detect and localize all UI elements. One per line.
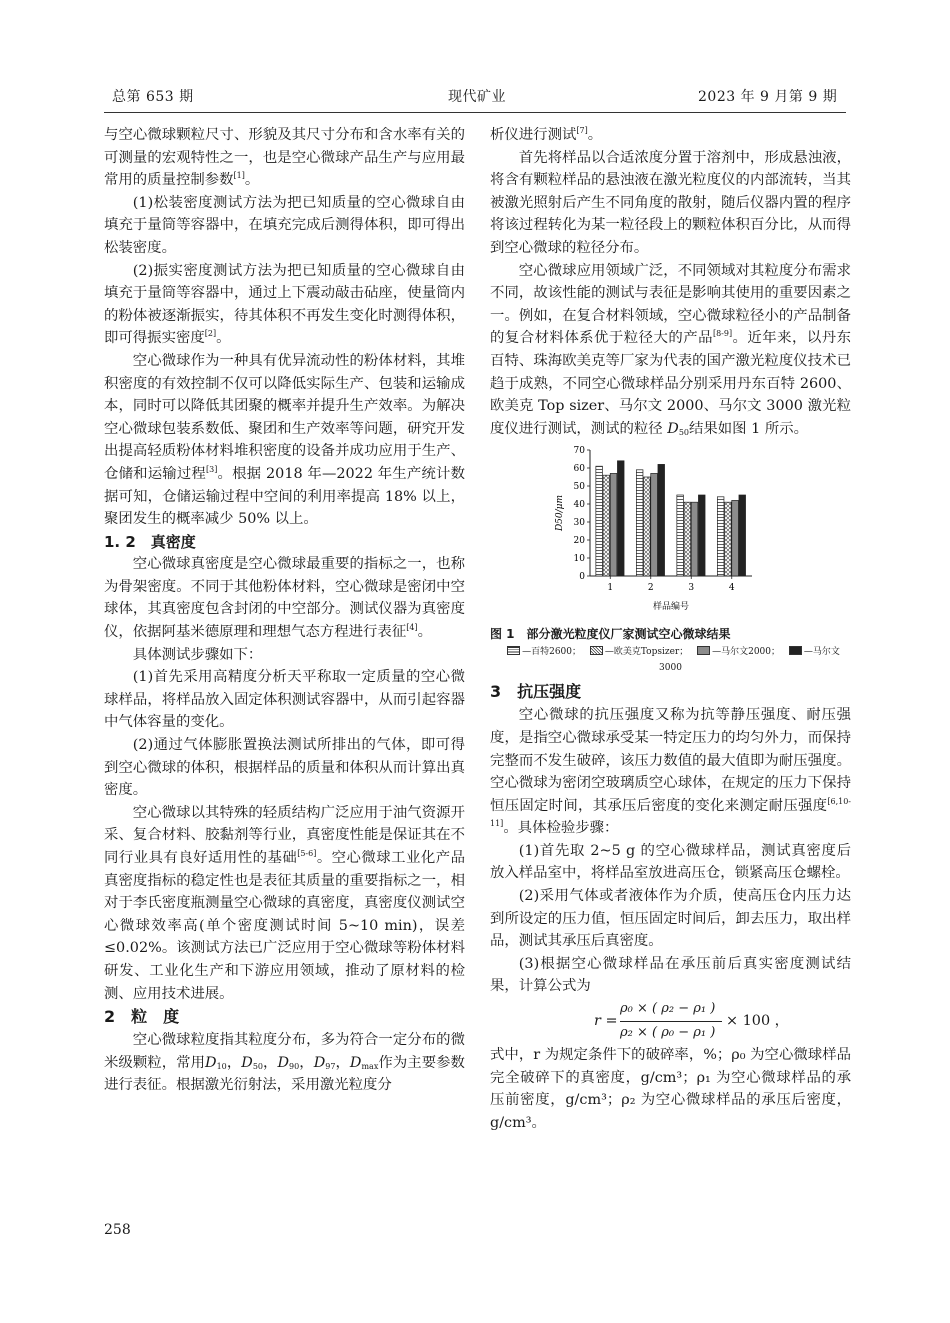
formula-tail: × 100 ， xyxy=(726,1013,790,1030)
bar-sample-4-series-4 xyxy=(739,495,746,576)
journal-issue: 总第 653 期 xyxy=(112,89,194,105)
paragraph: 空心微球粒度指其粒度分布，多为符合一定分布的微米级颗粒，常用$D_{10}$，$D_{50}$，$D_{90}$，$D_{97}$，$D_{max}$作为主要参数进行表征。根据激光衍射法，采用激光粒度分 xyxy=(104,1032,465,1094)
paragraph: (1)松装密度测试方法为把已知质量的空心微球自由填充于量筒等容器中，在填充完成后测得体积，即可得出松装密度。 xyxy=(104,194,465,256)
paragraph: 析仪进行测试[7]。 xyxy=(490,126,603,143)
y-tick-label: 0 xyxy=(579,572,585,583)
legend-label: —欧美克Topsizer； xyxy=(604,647,689,658)
paragraph: (3)根据空心微球样品在承压前后真实密度测试结果，计算公式为 xyxy=(490,955,851,995)
y-axis-label: D50/μm xyxy=(555,495,565,532)
bar-sample-4-series-1 xyxy=(717,497,724,576)
section-heading: 2 粒 度 xyxy=(104,1007,180,1027)
paragraph: 空心微球真密度是空心微球最重要的指标之一，也称为骨架密度。不同于其他粉体材料，空心微球是密闭中空球体，其真密度包含封闭的中空部分。测试仪器为真密度仪，依据阿基米德原理和理想气态方程进行表征[4]。 xyxy=(104,556,465,641)
legend-swatch-gray xyxy=(697,646,710,655)
formula xyxy=(490,998,851,1044)
citation: [1] xyxy=(233,171,245,181)
citation: [2] xyxy=(204,329,217,339)
y-tick-label: 60 xyxy=(573,464,585,475)
bar-sample-3-series-1 xyxy=(677,495,684,576)
citation: [8-9] xyxy=(712,329,733,339)
bar-chart xyxy=(490,444,851,624)
bar-sample-1-series-3 xyxy=(610,474,617,577)
paragraph: (2)振实密度测试方法为把已知质量的空心微球自由填充于量筒等容器中，通过上下震动敲击砧座，使量筒内的粉体被逐渐振实，待其体积不再发生变化时测得体积，即可得振实密度[2]。 xyxy=(104,262,465,347)
legend-swatch-black xyxy=(789,646,802,655)
legend-swatch-cross xyxy=(590,646,603,655)
x-tick-label: 2 xyxy=(647,583,654,594)
paragraph: 具体测试步骤如下： xyxy=(132,646,263,663)
citation: [3] xyxy=(206,464,218,474)
y-tick-label: 10 xyxy=(573,554,585,565)
header-rule xyxy=(104,112,846,113)
formula-numerator: ρ₀ × ( ρ₂ − ρ₁ ) xyxy=(620,1001,716,1017)
bar-sample-2-series-1 xyxy=(636,470,643,576)
legend-label: —马尔文2000； xyxy=(712,647,781,658)
paragraph: 空心微球的抗压强度又称为抗等静压强度、耐压强度，是指空心微球承受某一特定压力的均匀外力，而保持完整而不发生破碎，该压力数值的最大值即为耐压强度。空心微球为密闭空玻璃质空心球体，在规定的压力下保持恒压固定时间，其承压后密度的变化来测定耐压强度[6,10-11]。具体检验步骤： xyxy=(490,707,851,837)
right-column xyxy=(490,124,851,1134)
paragraph: (1)首先采用高精度分析天平称取一定质量的空心微球样品，将样品放入固定体积测试容器中，从而引起容器中气体容量的变化。 xyxy=(104,669,465,731)
page-number: 258 xyxy=(104,1222,131,1238)
paragraph: 与空心微球颗粒尺寸、形貌及其尺寸分布和含水率有关的可测量的宏观特性之一，也是空心微球产品生产与应用最常用的质量控制参数[1]。 xyxy=(104,127,465,189)
section-heading: 1. 2 真密度 xyxy=(104,532,196,551)
paragraph: (2)通过气体膨胀置换法测试所排出的气体，即可得到空心微球的体积，根据样品的质量和体积从而计算出真密度。 xyxy=(104,737,465,799)
legend-swatch-hlines xyxy=(507,646,520,655)
figure-caption: 图 1 部分激光粒度仪厂家测试空心微球结果 xyxy=(490,627,731,642)
journal-date: 2023 年 9 月第 9 期 xyxy=(698,89,838,105)
x-axis-label: 样品编号 xyxy=(652,602,690,613)
y-tick-label: 20 xyxy=(573,536,585,547)
paragraph: 空心微球以其特殊的轻质结构广泛应用于油气资源开采、复合材料、胶黏剂等行业，真密度性能是保证其在不同行业具有良好适用性的基础[5-6]。空心微球工业化产品真密度指标的稳定性也是表征其质量的重要指标之一，相对于李氏密度瓶测量空心微球的真密度，真密度仪测试空心微球效率高(单个密度测试时间 5~10 min)，误差≤0.02%。该测试方法已广泛应用于空心微球等粉体材料研发、工业化生产和下游应用领域，推动了原材料的检测、应用技术进展。 xyxy=(104,804,465,1002)
bar-sample-2-series-4 xyxy=(658,465,665,577)
paragraph: 空心微球作为一种具有优异流动性的粉体材料，其堆积密度的有效控制不仅可以降低实际生产、包装和运输成本，同时可以降低其团聚的概率并提升生产效率。为解决空心微球包装系数低、聚团和生产效率等问题，研究开发出提高轻质粉体材料堆积密度的设备并成功应用于生产、仓储和运输过程[3]。根据 2018 年—2022 年生产统计数据可知，仓储运输过程中空间的利用率提高 18% 以上，聚团发生的概率减少 50% 以上。 xyxy=(104,352,465,528)
x-tick-label: 1 xyxy=(607,583,614,594)
bar-sample-1-series-1 xyxy=(596,467,603,577)
citation: [4] xyxy=(406,623,418,633)
bar-sample-4-series-2 xyxy=(725,503,732,577)
citation: [6,10-11] xyxy=(490,796,851,829)
bar-sample-3-series-3 xyxy=(691,503,698,577)
bar-sample-1-series-2 xyxy=(603,476,610,577)
paragraph: 式中，r 为规定条件下的破碎率，%；ρ₀ 为空心微球样品完全破碎下的真密度，g/cm³；ρ₁ 为空心微球样品的承压前密度，g/cm³；ρ₂ 为空心微球样品的承压后密度，g/cm³。 xyxy=(490,1047,851,1131)
x-tick-label: 4 xyxy=(728,583,735,594)
legend-label: —百特2600； xyxy=(522,647,581,658)
chart-legend xyxy=(490,644,851,676)
citation: [7] xyxy=(576,126,588,135)
formula-lhs: r = xyxy=(594,1013,618,1030)
bar-sample-2-series-2 xyxy=(644,477,651,576)
section-heading: 3 抗压强度 xyxy=(490,682,582,702)
paragraph: 空心微球应用领域广泛，不同领域对其粒度分布需求不同，故该性能的测试与表征是影响其使用的重要因素之一。例如，在复合材料领域，空心微球粒径小的产品制备的复合材料体系优于粒径大的产品[8-9]。近年来，以丹东百特、珠海欧美克等厂家为代表的国产激光粒度仪技术已趋于成熟，不同空心微球样品分别采用丹东百特 2600、欧美克 Top sizer、马尔文 2000、马尔文 3000 激光粒度仪进行测试，测试的粒径 $D_{50}$结果如图 1 所示。 xyxy=(490,262,851,437)
figure-1 xyxy=(490,444,851,624)
bar-sample-3-series-4 xyxy=(698,495,705,576)
paragraph: (2)采用气体或者液体作为介质，使高压仓内压力达到所设定的压力值，恒压固定时间后，卸去压力，取出样品，测试其承压后真密度。 xyxy=(490,888,851,950)
y-tick-label: 50 xyxy=(573,482,585,493)
y-tick-label: 30 xyxy=(573,518,585,529)
bar-sample-3-series-2 xyxy=(684,503,691,577)
bar-sample-4-series-3 xyxy=(732,501,739,577)
x-tick-label: 3 xyxy=(688,583,695,594)
formula-denominator: ρ₂ × ( ρ₀ − ρ₁ ) xyxy=(620,1025,716,1041)
citation: [5-6] xyxy=(297,849,317,858)
y-tick-label: 40 xyxy=(573,500,585,511)
bar-sample-2-series-3 xyxy=(651,474,658,577)
y-tick-label: 70 xyxy=(573,446,585,457)
bar-sample-1-series-4 xyxy=(617,461,624,576)
legend-label: —马尔文3000 xyxy=(659,647,840,674)
journal-title: 现代矿业 xyxy=(448,89,506,105)
paragraph: 首先将样品以合适浓度分置于溶剂中，形成悬浊液，将含有颗粒样品的悬浊液在激光粒度仪的内部流转，当其被激光照射后产生不同角度的散射，随后仪器内置的程序将该过程转化为某一粒径段上的颗粒体积百分比，从而得到空心微球的粒径分布。 xyxy=(490,149,851,256)
paragraph: (1)首先取 2~5 g 的空心微球样品，测试真密度后放入样品室中，将样品室放进高压仓，锁紧高压仓螺栓。 xyxy=(490,842,851,882)
left-column xyxy=(104,124,465,1097)
